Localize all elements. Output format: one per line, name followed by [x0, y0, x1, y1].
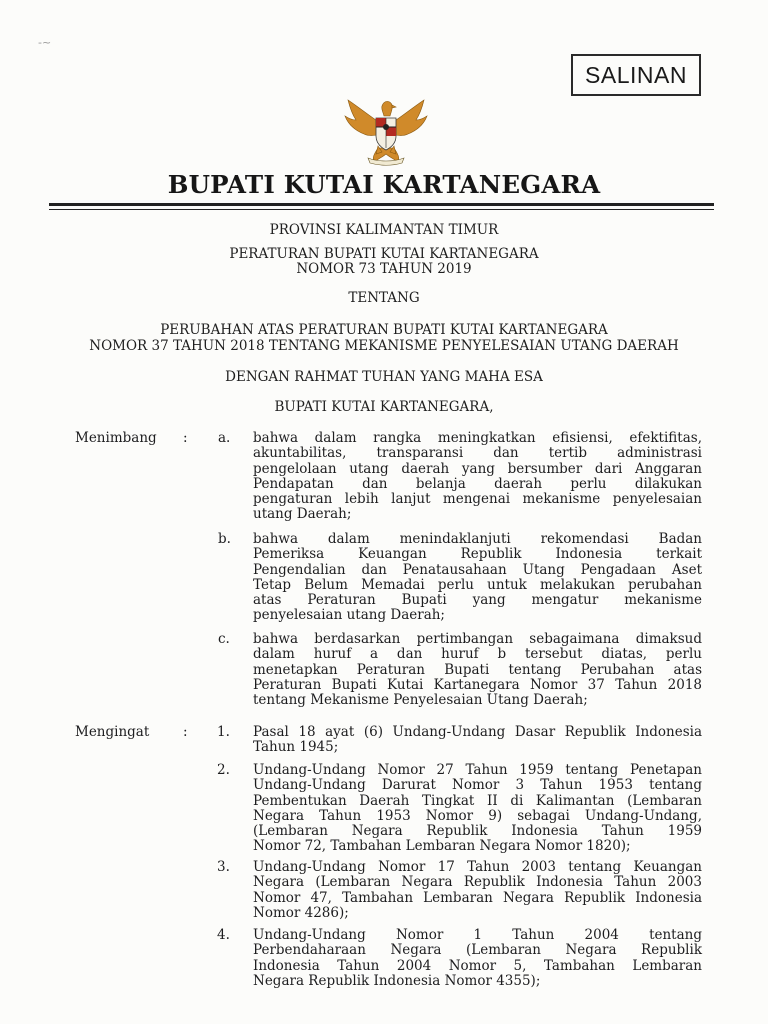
text-line: atas Peraturan Bupati yang mengatur mekanisme: [253, 592, 702, 609]
menimbang-label: Menimbang: [75, 430, 157, 446]
mengingat-item-1: [253, 725, 702, 756]
mengingat-item-2: [253, 763, 702, 855]
text-line: penyelesaian utang Daerah;: [253, 607, 445, 624]
text-line: pengelolaan utang daerah yang bersumber dari Anggaran: [253, 460, 702, 477]
subject-line-2: NOMOR 37 TAHUN 2018 TENTANG MEKANISME PENYELESAIAN UTANG DAERAH: [89, 338, 679, 354]
text-line: Perbendaharaan Negara (Lembaran Negara Republik: [253, 942, 702, 959]
menimbang-colon: :: [183, 430, 188, 446]
text-line: pengaturan lebih lanjut mengenai mekanisme penyelesaian: [253, 491, 702, 508]
text-line: dalam huruf a dan huruf b tersebut diatas, perlu: [253, 646, 702, 663]
mengingat-marker-1: 1.: [217, 724, 230, 740]
about-line: TENTANG: [348, 290, 420, 306]
text-line: Peraturan Bupati Kutai Kartanegara Nomor 37 Tahun 2018: [253, 676, 702, 693]
menimbang-item-b: [253, 532, 702, 624]
text-line: Nomor 47, Tambahan Lembaran Negara Republik Indonesia: [253, 889, 702, 906]
text-line: Pemeriksa Keuangan Republik Indonesia terkait: [253, 546, 702, 563]
text-line: Pasal 18 ayat (6) Undang-Undang Dasar Republik Indonesia: [253, 724, 702, 740]
text-line: Undang-Undang Darurat Nomor 3 Tahun 1953 tentang: [253, 777, 702, 794]
regulation-title: PERATURAN BUPATI KUTAI KARTANEGARA: [229, 246, 539, 262]
text-line: Indonesia Tahun 2004 Nomor 5, Tambahan Lembaran: [253, 957, 702, 974]
text-line: akuntabilitas, transparansi dan tertib administrasi: [253, 445, 702, 462]
salinan-stamp: SALINAN: [571, 54, 701, 96]
mengingat-item-3: [253, 860, 702, 921]
mengingat-marker-4: 4.: [217, 927, 230, 943]
text-line: Pengendalian dan Penatausahaan Utang Pengadaan Aset: [253, 561, 702, 578]
invocation-line: DENGAN RAHMAT TUHAN YANG MAHA ESA: [225, 369, 543, 385]
mengingat-marker-2: 2.: [217, 762, 230, 778]
text-line: Negara (Lembaran Negara Republik Indonesia Tahun 2003: [253, 874, 702, 891]
menimbang-marker-b: b.: [218, 531, 231, 547]
text-line: tentang Mekanisme Penyelesaian Utang Daerah;: [253, 692, 588, 709]
text-line: Tahun 1945;: [253, 739, 339, 756]
menimbang-item-a: [253, 431, 702, 523]
text-line: Pendapatan dan belanja daerah perlu dilakukan: [253, 475, 702, 492]
text-line: Undang-Undang Nomor 17 Tahun 2003 tentang Keuangan: [253, 859, 702, 875]
text-line: bahwa dalam rangka meningkatkan efisiensi, efektifitas,: [253, 430, 702, 446]
text-line: Nomor 72, Tambahan Lembaran Negara Nomor 1820);: [253, 838, 631, 855]
mengingat-colon: :: [183, 724, 188, 740]
text-line: menetapkan Peraturan Bupati tentang Perubahan atas: [253, 661, 702, 678]
province-line: PROVINSI KALIMANTAN TIMUR: [269, 222, 499, 238]
text-line: bahwa dalam menindaklanjuti rekomendasi Badan: [253, 531, 702, 547]
text-line: Pembentukan Daerah Tingkat II di Kalimantan (Lembaran: [253, 792, 702, 809]
text-line: Tetap Belum Memadai perlu untuk melakukan perubahan: [253, 576, 702, 593]
header-rule-thick: [49, 203, 714, 206]
mengingat-marker-3: 3.: [217, 859, 230, 875]
text-line: Negara Tahun 1953 Nomor 9) sebagai Undang-Undang,: [253, 807, 702, 824]
text-line: Negara Republik Indonesia Nomor 4355);: [253, 972, 541, 989]
menimbang-marker-c: c.: [218, 631, 230, 647]
mengingat-label: Mengingat: [75, 724, 150, 740]
header-title: BUPATI KUTAI KARTANEGARA: [167, 170, 601, 199]
text-line: (Lembaran Negara Republik Indonesia Tahun 1959: [253, 823, 702, 840]
text-line: Undang-Undang Nomor 27 Tahun 1959 tentang Penetapan: [253, 762, 702, 778]
menimbang-marker-a: a.: [218, 430, 231, 446]
text-line: utang Daerah;: [253, 506, 352, 523]
header-rule-thin: [49, 209, 714, 210]
scan-mark: -~: [38, 36, 52, 49]
garuda-emblem-icon: [338, 96, 434, 168]
menimbang-item-c: [253, 632, 702, 708]
text-line: Nomor 4286);: [253, 904, 349, 921]
text-line: Undang-Undang Nomor 1 Tahun 2004 tentang: [253, 927, 702, 943]
regulation-number: NOMOR 73 TAHUN 2019: [296, 261, 472, 277]
subject-line-1: PERUBAHAN ATAS PERATURAN BUPATI KUTAI KARTANEGARA: [160, 322, 608, 338]
mengingat-item-4: [253, 928, 702, 989]
issuer-line: BUPATI KUTAI KARTANEGARA,: [274, 399, 494, 415]
text-line: bahwa berdasarkan pertimbangan sebagaimana dimaksud: [253, 631, 702, 647]
